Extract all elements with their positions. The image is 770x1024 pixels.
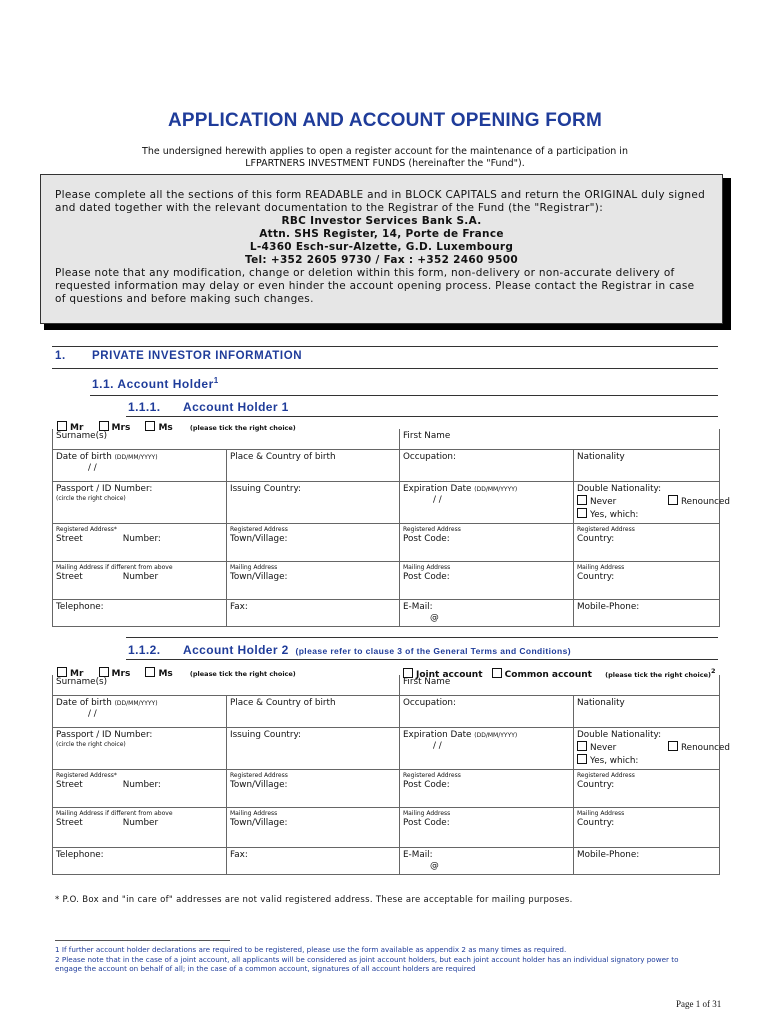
tick-hint-3: (please tick the right choice) [605,671,711,679]
mrs-option[interactable]: Mrs [99,423,131,433]
holder-1-rule [126,416,718,417]
mailing-country-field[interactable]: Mailing Address Country: [574,561,720,599]
holder-2-rule [126,659,718,660]
mailing-street-field[interactable]: Mailing Address if different from above Street Number [53,561,227,599]
occupation-field[interactable]: Occupation: [400,449,574,481]
registrar-city: L-4360 Esch-sur-Alzette, G.D. Luxembourg [249,241,514,253]
mobile-phone-field[interactable]: Mobile-Phone: [574,599,720,626]
issuing-country-field[interactable]: Issuing Country: [227,481,400,523]
holder-2-number: 1.1.2. [128,643,161,657]
intro-line-2: LFPARTNERS INVESTMENT FUNDS (hereinafter the "Fund"). [245,158,525,169]
never-checkbox-2[interactable] [577,741,587,751]
registered-town-field[interactable]: Registered Address Town/Village: [227,523,400,561]
ms-option-2[interactable]: Ms [145,669,172,679]
issuing-country-field-2[interactable]: Issuing Country: [227,727,400,769]
section-1-number: 1. [55,350,66,362]
registered-country-field[interactable]: Registered Address Country: [574,523,720,561]
telephone-field[interactable]: Telephone: [53,599,227,626]
first-name-field[interactable]: First Name [400,429,720,449]
occupation-field-2[interactable]: Occupation: [400,695,574,727]
footnote-ref-2: 2 [710,667,716,675]
dob-field-2[interactable]: Date of birth (DD/MM/YYYY) / / [53,695,227,727]
double-nationality-field[interactable]: Double Nationality: Never Renounced Yes, which: [574,481,720,523]
mailing-town-field[interactable]: Mailing Address Town/Village: [227,561,400,599]
registered-post-code-field-2[interactable]: Registered Address Post Code: [400,769,574,807]
expiration-date-field[interactable]: Expiration Date (DD/MM/YYYY) / / [400,481,574,523]
never-option-2[interactable]: Never [577,743,616,753]
address-note: * P.O. Box and "in care of" addresses are not valid registered address. These are acceptable for mailing purposes. [55,895,573,905]
nationality-field-2[interactable]: Nationality [574,695,720,727]
tick-hint: (please tick the right choice) [189,424,296,432]
email-field[interactable]: E-Mail: @ [400,599,574,626]
place-country-birth-field-2[interactable]: Place & Country of birth [227,695,400,727]
email-field-2[interactable]: E-Mail: @ [400,847,574,874]
renounced-checkbox-2[interactable] [668,741,678,751]
surname-field-2[interactable]: Surname(s) [53,675,400,695]
holder-1-number: 1.1.1. [128,400,161,414]
registrar-phone: Tel: +352 2605 9730 / Fax : +352 2460 9500 [245,254,518,266]
section-rule-top [52,346,718,347]
footnotes [55,945,705,974]
expiration-date-field-2[interactable]: Expiration Date (DD/MM/YYYY) / / [400,727,574,769]
renounced-option-2[interactable]: Renounced [668,741,730,754]
page-number: Page 1 of 31 [676,999,722,1009]
section-rule-bottom [52,368,718,369]
nationality-field[interactable]: Nationality [574,449,720,481]
joint-account-option[interactable]: Joint account [403,670,483,680]
mailing-town-field-2[interactable]: Mailing Address Town/Village: [227,807,400,847]
holder-2-note: (please refer to clause 3 of the General Terms and Conditions) [295,646,571,656]
section-1-title: PRIVATE INVESTOR INFORMATION [92,350,303,362]
yes-checkbox-2[interactable] [577,754,587,764]
notice-box [40,174,723,324]
mr-option[interactable]: Mr [57,423,83,433]
surname-field[interactable]: Surname(s) [53,429,400,449]
section-1-heading [55,350,302,362]
registered-street-field-2[interactable]: Registered Address* Street Number: [53,769,227,807]
renounced-option[interactable]: Renounced [668,495,730,508]
holder-2-title: Account Holder 2 [183,643,289,657]
mrs-option-2[interactable]: Mrs [99,669,131,679]
mobile-phone-field-2[interactable]: Mobile-Phone: [574,847,720,874]
footnote-separator [55,940,230,941]
double-nationality-field-2[interactable]: Double Nationality: Never Renounced Yes, which: [574,727,720,769]
passport-field[interactable]: Passport / ID Number: (circle the right choice) [53,481,227,523]
mailing-street-field-2[interactable]: Mailing Address if different from above Street Number [53,807,227,847]
holder-1-heading [128,400,289,414]
registered-post-code-field[interactable]: Registered Address Post Code: [400,523,574,561]
fax-field-2[interactable]: Fax: [227,847,400,874]
never-checkbox[interactable] [577,495,587,505]
notice-paragraph-1: Please complete all the sections of this form READABLE and in BLOCK CAPITALS and return the ORIGINAL duly signed and dated together with the relevant documentation to the Registrar of the Fund (the "Registrar"): [55,189,706,214]
form-title: APPLICATION AND ACCOUNT OPENING FORM [168,110,602,131]
first-name-field-2[interactable]: First Name [400,675,720,695]
holder-2-heading [128,643,571,657]
passport-field-2[interactable]: Passport / ID Number: (circle the right choice) [53,727,227,769]
mr-option-2[interactable]: Mr [57,669,83,679]
yes-which-option[interactable]: Yes, which: [577,508,716,521]
holder-2-table [52,675,731,875]
holder-1-title: Account Holder 1 [183,400,289,414]
registered-town-field-2[interactable]: Registered Address Town/Village: [227,769,400,807]
subsection-1-1 [92,376,219,391]
ms-option[interactable]: Ms [145,423,172,433]
footnote-1: 1 If further account holder declarations are required to be registered, please use the form available as appendix 2 as many times as required. [55,945,567,954]
holder-2-rule-top [126,637,718,638]
mailing-post-code-field[interactable]: Mailing Address Post Code: [400,561,574,599]
never-option[interactable]: Never [577,497,616,507]
subsection-1-1-label: 1.1. Account Holder [92,377,214,391]
registrar-attn: Attn. SHS Register, 14, Porte de France [259,228,504,240]
registered-street-field[interactable]: Registered Address* Street Number: [53,523,227,561]
notice-paragraph-2: Please note that any modification, change or deletion within this form, non-delivery or non-accurate delivery of requested information may delay or even hinder the account opening process. Please contact the Registrar in case of questions and before making such changes. [55,267,695,305]
footnote-ref-1: 1 [213,376,219,385]
mailing-post-code-field-2[interactable]: Mailing Address Post Code: [400,807,574,847]
renounced-checkbox[interactable] [668,495,678,505]
subsection-1-1-rule [90,395,718,396]
registrar-name: RBC Investor Services Bank S.A. [281,215,482,227]
common-account-option[interactable]: Common account [492,670,592,680]
telephone-field-2[interactable]: Telephone: [53,847,227,874]
yes-checkbox[interactable] [577,508,587,518]
dob-field[interactable]: Date of birth (DD/MM/YYYY) / / [53,449,227,481]
fax-field[interactable]: Fax: [227,599,400,626]
tick-hint-2: (please tick the right choice) [189,670,296,678]
mailing-country-field-2[interactable]: Mailing Address Country: [574,807,720,847]
intro-text [80,146,690,170]
place-country-birth-field[interactable]: Place & Country of birth [227,449,400,481]
intro-line-1: The undersigned herewith applies to open a register account for the maintenance of a participation in [142,146,628,157]
holder-1-table [52,429,731,627]
footnote-2: 2 Please note that in the case of a joint account, all applicants will be considered as joint account holders, but each joint account holder has an individual signatory power to engage the account on behalf of all; in the case of a common account, signatures of all account holders are required [55,954,679,973]
yes-which-option-2[interactable]: Yes, which: [577,754,716,767]
registered-country-field-2[interactable]: Registered Address Country: [574,769,720,807]
